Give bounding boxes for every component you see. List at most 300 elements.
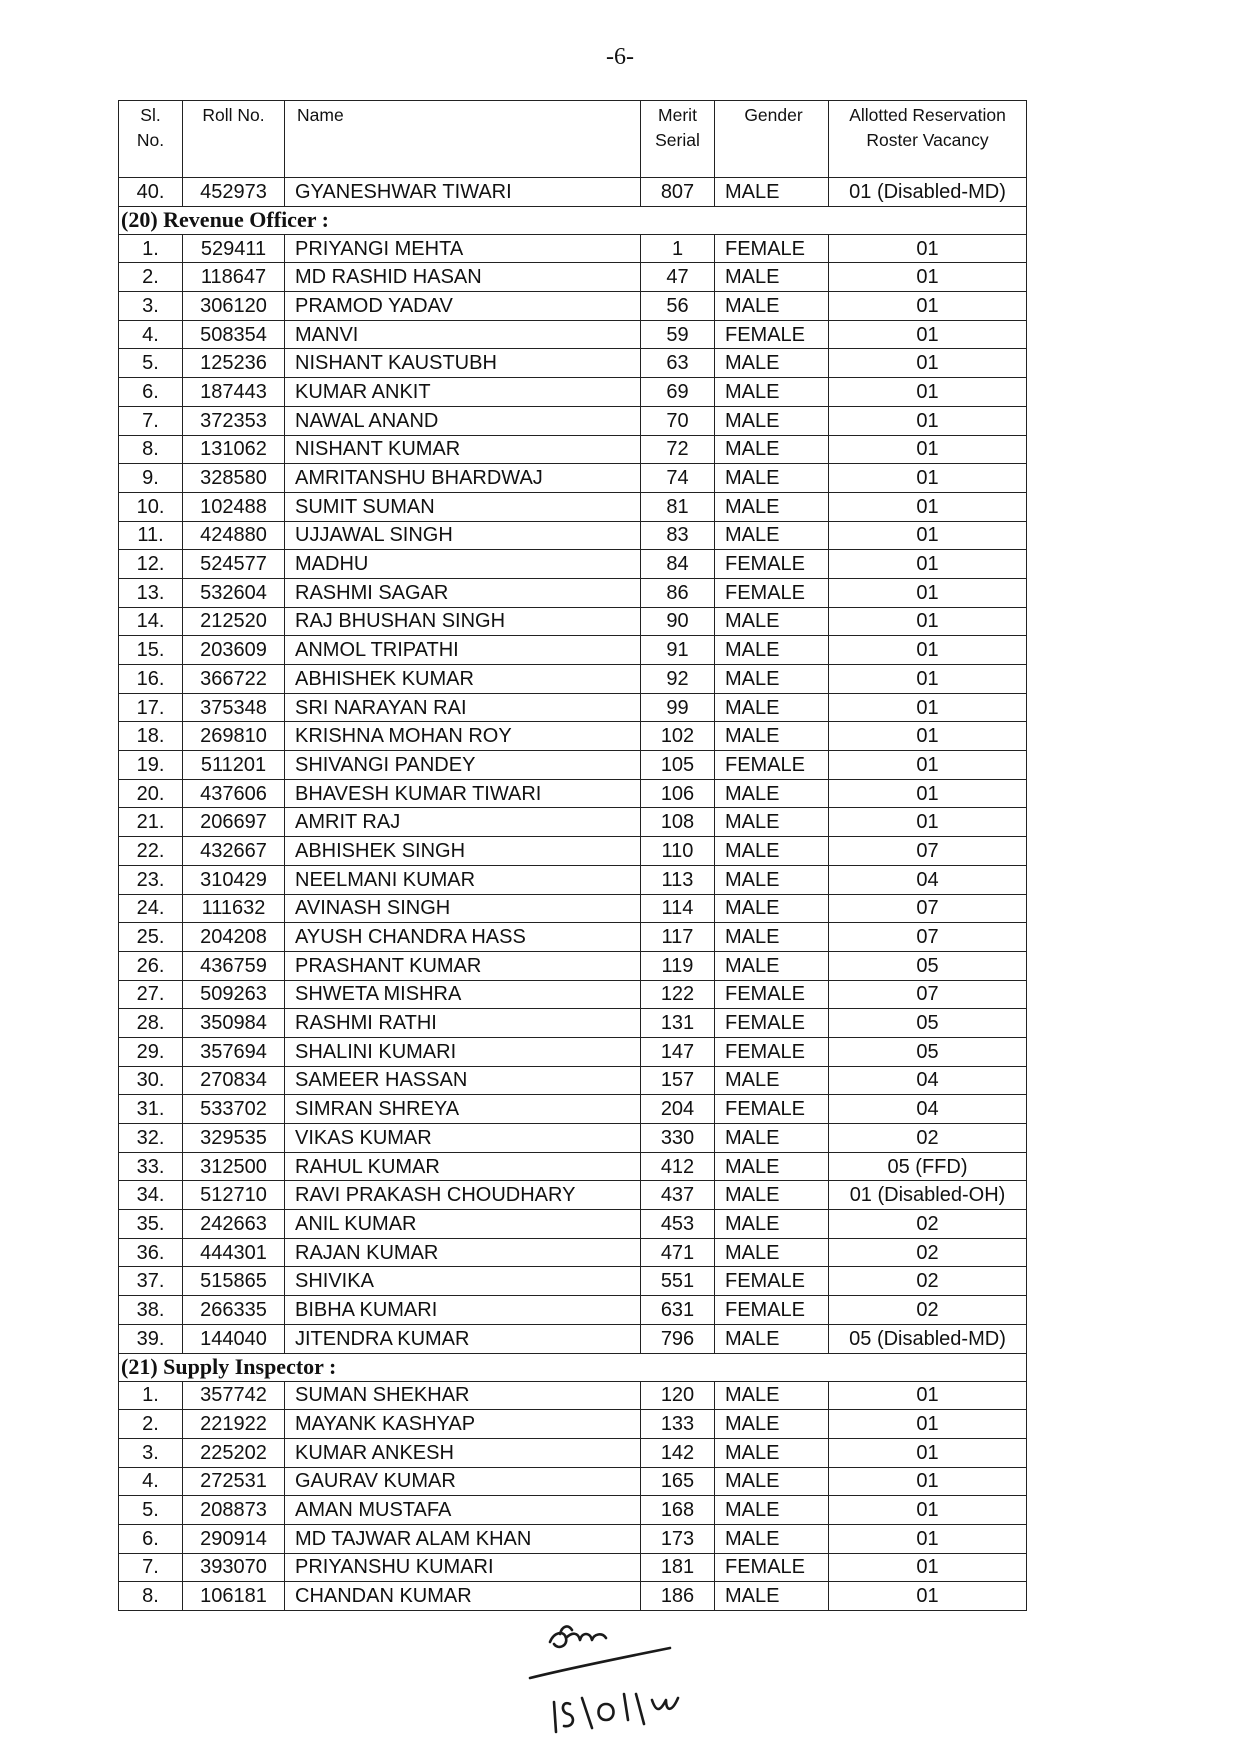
- cell-name: RAHUL KUMAR: [285, 1152, 641, 1181]
- cell-gender: MALE: [715, 923, 829, 952]
- allotment-table: [118, 100, 1027, 1611]
- cell-sl-no: 7.: [119, 406, 183, 435]
- table-row: [119, 234, 1027, 263]
- cell-sl-no: 4.: [119, 320, 183, 349]
- cell-merit-serial: 99: [641, 693, 715, 722]
- cell-roll-no: 144040: [183, 1324, 285, 1353]
- table-row: [119, 607, 1027, 636]
- cell-roster-vacancy: 01: [829, 665, 1027, 694]
- cell-roster-vacancy: 01 (Disabled-OH): [829, 1181, 1027, 1210]
- cell-roll-no: 532604: [183, 578, 285, 607]
- cell-roster-vacancy: 01: [829, 722, 1027, 751]
- table-row: [119, 1524, 1027, 1553]
- cell-gender: MALE: [715, 1410, 829, 1439]
- cell-gender: MALE: [715, 665, 829, 694]
- cell-roll-no: 225202: [183, 1438, 285, 1467]
- cell-merit-serial: 551: [641, 1267, 715, 1296]
- cell-roster-vacancy: 04: [829, 1066, 1027, 1095]
- cell-gender: MALE: [715, 1582, 829, 1611]
- table-row: [119, 1267, 1027, 1296]
- header-roll-no: Roll No.: [183, 101, 285, 178]
- cell-sl-no: 35.: [119, 1210, 183, 1239]
- cell-name: SUMAN SHEKHAR: [285, 1381, 641, 1410]
- cell-gender: MALE: [715, 378, 829, 407]
- cell-sl-no: 26.: [119, 951, 183, 980]
- cell-gender: MALE: [715, 1467, 829, 1496]
- cell-gender: MALE: [715, 464, 829, 493]
- table-row: [119, 1009, 1027, 1038]
- cell-name: SHIVIKA: [285, 1267, 641, 1296]
- cell-name: RASHMI SAGAR: [285, 578, 641, 607]
- cell-roster-vacancy: 07: [829, 894, 1027, 923]
- cell-roster-vacancy: 01: [829, 751, 1027, 780]
- table-row: [119, 865, 1027, 894]
- cell-sl-no: 25.: [119, 923, 183, 952]
- cell-name: NISHANT KAUSTUBH: [285, 349, 641, 378]
- cell-gender: MALE: [715, 1324, 829, 1353]
- cell-roll-no: 125236: [183, 349, 285, 378]
- cell-merit-serial: 56: [641, 292, 715, 321]
- cell-name: PRASHANT KUMAR: [285, 951, 641, 980]
- cell-roster-vacancy: 01: [829, 636, 1027, 665]
- table-row: [119, 1066, 1027, 1095]
- cell-merit-serial: 147: [641, 1037, 715, 1066]
- cell-roll-no: 366722: [183, 665, 285, 694]
- table-row: [119, 550, 1027, 579]
- cell-name: NISHANT KUMAR: [285, 435, 641, 464]
- cell-gender: MALE: [715, 492, 829, 521]
- cell-sl-no: 10.: [119, 492, 183, 521]
- cell-merit-serial: 86: [641, 578, 715, 607]
- table-row: [119, 1410, 1027, 1439]
- cell-roll-no: 357694: [183, 1037, 285, 1066]
- cell-name: KRISHNA MOHAN ROY: [285, 722, 641, 751]
- cell-merit-serial: 142: [641, 1438, 715, 1467]
- header-roster-vacancy: Allotted Reservation Roster Vacancy: [829, 101, 1027, 178]
- table-row: [119, 693, 1027, 722]
- cell-merit-serial: 106: [641, 779, 715, 808]
- cell-roster-vacancy: 02: [829, 1210, 1027, 1239]
- cell-merit-serial: 92: [641, 665, 715, 694]
- cell-roll-no: 208873: [183, 1496, 285, 1525]
- cell-sl-no: 6.: [119, 1524, 183, 1553]
- cell-name: AMRIT RAJ: [285, 808, 641, 837]
- cell-merit-serial: 181: [641, 1553, 715, 1582]
- table-row: [119, 464, 1027, 493]
- cell-sl-no: 37.: [119, 1267, 183, 1296]
- cell-name: MD RASHID HASAN: [285, 263, 641, 292]
- cell-roster-vacancy: 02: [829, 1296, 1027, 1325]
- table-row: [119, 263, 1027, 292]
- page-number: -6-: [606, 44, 634, 70]
- cell-merit-serial: 168: [641, 1496, 715, 1525]
- cell-roster-vacancy: 01: [829, 464, 1027, 493]
- cell-name: SRI NARAYAN RAI: [285, 693, 641, 722]
- cell-roster-vacancy: 04: [829, 865, 1027, 894]
- cell-roster-vacancy: 01: [829, 263, 1027, 292]
- cell-roll-no: 329535: [183, 1124, 285, 1153]
- table-row: [119, 636, 1027, 665]
- cell-roster-vacancy: 01: [829, 234, 1027, 263]
- cell-roster-vacancy: 07: [829, 980, 1027, 1009]
- cell-roster-vacancy: 01 (Disabled-MD): [829, 178, 1027, 207]
- cell-roster-vacancy: 07: [829, 837, 1027, 866]
- cell-roster-vacancy: 01: [829, 693, 1027, 722]
- handwritten-signature: [520, 1620, 690, 1740]
- cell-merit-serial: 110: [641, 837, 715, 866]
- cell-roll-no: 524577: [183, 550, 285, 579]
- table-row: [119, 1210, 1027, 1239]
- cell-merit-serial: 70: [641, 406, 715, 435]
- cell-sl-no: 36.: [119, 1238, 183, 1267]
- cell-roll-no: 529411: [183, 234, 285, 263]
- table-row: [119, 492, 1027, 521]
- cell-roster-vacancy: 01: [829, 435, 1027, 464]
- cell-roster-vacancy: 05 (FFD): [829, 1152, 1027, 1181]
- cell-sl-no: 2.: [119, 263, 183, 292]
- cell-name: MADHU: [285, 550, 641, 579]
- cell-gender: FEMALE: [715, 1095, 829, 1124]
- cell-name: MAYANK KASHYAP: [285, 1410, 641, 1439]
- cell-roll-no: 272531: [183, 1467, 285, 1496]
- table-row: [119, 378, 1027, 407]
- cell-sl-no: 28.: [119, 1009, 183, 1038]
- cell-roll-no: 515865: [183, 1267, 285, 1296]
- cell-sl-no: 20.: [119, 779, 183, 808]
- table-row: [119, 1467, 1027, 1496]
- cell-roster-vacancy: 01: [829, 1496, 1027, 1525]
- cell-name: BIBHA KUMARI: [285, 1296, 641, 1325]
- cell-sl-no: 16.: [119, 665, 183, 694]
- cell-roll-no: 203609: [183, 636, 285, 665]
- cell-roll-no: 111632: [183, 894, 285, 923]
- cell-gender: FEMALE: [715, 1267, 829, 1296]
- section-title: (20) Revenue Officer :: [119, 206, 1027, 234]
- header-name: Name: [285, 101, 641, 178]
- table-row: [119, 951, 1027, 980]
- cell-roll-no: 372353: [183, 406, 285, 435]
- cell-merit-serial: 108: [641, 808, 715, 837]
- cell-gender: MALE: [715, 779, 829, 808]
- table-row: [119, 837, 1027, 866]
- table-row: [119, 980, 1027, 1009]
- cell-sl-no: 33.: [119, 1152, 183, 1181]
- table-row: [119, 1181, 1027, 1210]
- cell-merit-serial: 83: [641, 521, 715, 550]
- cell-roll-no: 118647: [183, 263, 285, 292]
- table-row: [119, 292, 1027, 321]
- cell-merit-serial: 59: [641, 320, 715, 349]
- cell-roll-no: 350984: [183, 1009, 285, 1038]
- cell-gender: FEMALE: [715, 550, 829, 579]
- cell-roster-vacancy: 05: [829, 1037, 1027, 1066]
- cell-gender: FEMALE: [715, 751, 829, 780]
- cell-sl-no: 40.: [119, 178, 183, 207]
- cell-name: RAVI PRAKASH CHOUDHARY: [285, 1181, 641, 1210]
- cell-gender: MALE: [715, 1238, 829, 1267]
- cell-name: AMAN MUSTAFA: [285, 1496, 641, 1525]
- cell-roll-no: 266335: [183, 1296, 285, 1325]
- table-row: [119, 894, 1027, 923]
- table-row: [119, 521, 1027, 550]
- cell-roster-vacancy: 01: [829, 1553, 1027, 1582]
- cell-roll-no: 444301: [183, 1238, 285, 1267]
- header-sl-no: Sl. No.: [119, 101, 183, 178]
- section-title: (21) Supply Inspector :: [119, 1353, 1027, 1381]
- cell-gender: MALE: [715, 292, 829, 321]
- cell-roll-no: 512710: [183, 1181, 285, 1210]
- cell-gender: FEMALE: [715, 1553, 829, 1582]
- cell-name: ABHISHEK KUMAR: [285, 665, 641, 694]
- cell-merit-serial: 437: [641, 1181, 715, 1210]
- cell-name: CHANDAN KUMAR: [285, 1582, 641, 1611]
- cell-sl-no: 12.: [119, 550, 183, 579]
- cell-gender: MALE: [715, 349, 829, 378]
- cell-roll-no: 533702: [183, 1095, 285, 1124]
- cell-name: RASHMI RATHI: [285, 1009, 641, 1038]
- cell-roll-no: 509263: [183, 980, 285, 1009]
- cell-gender: FEMALE: [715, 234, 829, 263]
- cell-roster-vacancy: 01: [829, 292, 1027, 321]
- table-header-row: [119, 101, 1027, 178]
- cell-roll-no: 221922: [183, 1410, 285, 1439]
- cell-sl-no: 22.: [119, 837, 183, 866]
- table-row: [119, 178, 1027, 207]
- table-row: [119, 406, 1027, 435]
- cell-sl-no: 11.: [119, 521, 183, 550]
- cell-merit-serial: 114: [641, 894, 715, 923]
- cell-roll-no: 357742: [183, 1381, 285, 1410]
- cell-merit-serial: 453: [641, 1210, 715, 1239]
- cell-sl-no: 8.: [119, 435, 183, 464]
- cell-sl-no: 9.: [119, 464, 183, 493]
- cell-name: AVINASH SINGH: [285, 894, 641, 923]
- cell-name: UJJAWAL SINGH: [285, 521, 641, 550]
- cell-gender: FEMALE: [715, 980, 829, 1009]
- table-row: [119, 751, 1027, 780]
- cell-roster-vacancy: 01: [829, 578, 1027, 607]
- cell-sl-no: 6.: [119, 378, 183, 407]
- cell-gender: MALE: [715, 607, 829, 636]
- cell-roster-vacancy: 01: [829, 1524, 1027, 1553]
- cell-gender: MALE: [715, 1210, 829, 1239]
- cell-name: SHWETA MISHRA: [285, 980, 641, 1009]
- cell-roster-vacancy: 07: [829, 923, 1027, 952]
- cell-merit-serial: 84: [641, 550, 715, 579]
- cell-name: ABHISHEK SINGH: [285, 837, 641, 866]
- cell-roll-no: 511201: [183, 751, 285, 780]
- cell-merit-serial: 186: [641, 1582, 715, 1611]
- cell-sl-no: 32.: [119, 1124, 183, 1153]
- cell-name: PRIYANSHU KUMARI: [285, 1553, 641, 1582]
- cell-roll-no: 310429: [183, 865, 285, 894]
- table-row: [119, 1381, 1027, 1410]
- cell-merit-serial: 47: [641, 263, 715, 292]
- cell-name: GAURAV KUMAR: [285, 1467, 641, 1496]
- table-row: [119, 435, 1027, 464]
- cell-gender: MALE: [715, 1152, 829, 1181]
- cell-sl-no: 5.: [119, 349, 183, 378]
- table-row: [119, 1238, 1027, 1267]
- cell-roll-no: 269810: [183, 722, 285, 751]
- cell-sl-no: 1.: [119, 1381, 183, 1410]
- cell-roll-no: 204208: [183, 923, 285, 952]
- cell-merit-serial: 90: [641, 607, 715, 636]
- cell-sl-no: 34.: [119, 1181, 183, 1210]
- cell-roll-no: 436759: [183, 951, 285, 980]
- cell-gender: MALE: [715, 722, 829, 751]
- cell-sl-no: 21.: [119, 808, 183, 837]
- cell-merit-serial: 173: [641, 1524, 715, 1553]
- cell-roll-no: 508354: [183, 320, 285, 349]
- cell-roster-vacancy: 01: [829, 492, 1027, 521]
- cell-merit-serial: 72: [641, 435, 715, 464]
- cell-gender: MALE: [715, 263, 829, 292]
- cell-gender: MALE: [715, 636, 829, 665]
- cell-sl-no: 2.: [119, 1410, 183, 1439]
- cell-merit-serial: 91: [641, 636, 715, 665]
- cell-sl-no: 1.: [119, 234, 183, 263]
- cell-sl-no: 3.: [119, 1438, 183, 1467]
- cell-name: SIMRAN SHREYA: [285, 1095, 641, 1124]
- cell-name: NAWAL ANAND: [285, 406, 641, 435]
- cell-roll-no: 290914: [183, 1524, 285, 1553]
- cell-roll-no: 452973: [183, 178, 285, 207]
- cell-gender: MALE: [715, 521, 829, 550]
- cell-merit-serial: 631: [641, 1296, 715, 1325]
- cell-gender: MALE: [715, 1438, 829, 1467]
- cell-roll-no: 206697: [183, 808, 285, 837]
- cell-merit-serial: 74: [641, 464, 715, 493]
- cell-name: KUMAR ANKESH: [285, 1438, 641, 1467]
- table-body: [119, 178, 1027, 1611]
- cell-sl-no: 15.: [119, 636, 183, 665]
- cell-roster-vacancy: 01: [829, 1582, 1027, 1611]
- cell-roster-vacancy: 01: [829, 1438, 1027, 1467]
- cell-name: AMRITANSHU BHARDWAJ: [285, 464, 641, 493]
- cell-name: JITENDRA KUMAR: [285, 1324, 641, 1353]
- cell-gender: FEMALE: [715, 1009, 829, 1038]
- cell-roster-vacancy: 01: [829, 349, 1027, 378]
- cell-merit-serial: 157: [641, 1066, 715, 1095]
- cell-merit-serial: 204: [641, 1095, 715, 1124]
- cell-sl-no: 13.: [119, 578, 183, 607]
- cell-roster-vacancy: 01: [829, 320, 1027, 349]
- cell-name: RAJAN KUMAR: [285, 1238, 641, 1267]
- cell-name: BHAVESH KUMAR TIWARI: [285, 779, 641, 808]
- cell-gender: MALE: [715, 1181, 829, 1210]
- cell-roll-no: 375348: [183, 693, 285, 722]
- header-gender: Gender: [715, 101, 829, 178]
- cell-roster-vacancy: 05 (Disabled-MD): [829, 1324, 1027, 1353]
- table-row: [119, 1582, 1027, 1611]
- cell-roll-no: 437606: [183, 779, 285, 808]
- cell-name: KUMAR ANKIT: [285, 378, 641, 407]
- cell-gender: FEMALE: [715, 320, 829, 349]
- cell-name: SHALINI KUMARI: [285, 1037, 641, 1066]
- cell-name: ANIL KUMAR: [285, 1210, 641, 1239]
- cell-merit-serial: 69: [641, 378, 715, 407]
- cell-gender: MALE: [715, 693, 829, 722]
- cell-roster-vacancy: 01: [829, 607, 1027, 636]
- cell-roster-vacancy: 02: [829, 1238, 1027, 1267]
- cell-sl-no: 3.: [119, 292, 183, 321]
- table-row: [119, 1438, 1027, 1467]
- cell-gender: MALE: [715, 865, 829, 894]
- cell-roster-vacancy: 02: [829, 1267, 1027, 1296]
- cell-name: PRAMOD YADAV: [285, 292, 641, 321]
- cell-roll-no: 306120: [183, 292, 285, 321]
- cell-roster-vacancy: 05: [829, 1009, 1027, 1038]
- cell-roster-vacancy: 01: [829, 1467, 1027, 1496]
- cell-gender: MALE: [715, 808, 829, 837]
- cell-roll-no: 131062: [183, 435, 285, 464]
- table-row: [119, 923, 1027, 952]
- cell-roll-no: 432667: [183, 837, 285, 866]
- cell-name: SUMIT SUMAN: [285, 492, 641, 521]
- cell-roster-vacancy: 04: [829, 1095, 1027, 1124]
- section-heading-row: [119, 206, 1027, 234]
- cell-gender: FEMALE: [715, 1296, 829, 1325]
- cell-sl-no: 8.: [119, 1582, 183, 1611]
- cell-name: RAJ BHUSHAN SINGH: [285, 607, 641, 636]
- cell-sl-no: 29.: [119, 1037, 183, 1066]
- cell-merit-serial: 102: [641, 722, 715, 751]
- cell-gender: MALE: [715, 1066, 829, 1095]
- cell-roll-no: 187443: [183, 378, 285, 407]
- cell-gender: MALE: [715, 178, 829, 207]
- cell-name: ANMOL TRIPATHI: [285, 636, 641, 665]
- cell-sl-no: 23.: [119, 865, 183, 894]
- cell-merit-serial: 119: [641, 951, 715, 980]
- cell-roster-vacancy: 01: [829, 378, 1027, 407]
- cell-sl-no: 27.: [119, 980, 183, 1009]
- cell-roll-no: 312500: [183, 1152, 285, 1181]
- cell-name: MANVI: [285, 320, 641, 349]
- cell-merit-serial: 471: [641, 1238, 715, 1267]
- cell-sl-no: 5.: [119, 1496, 183, 1525]
- cell-roll-no: 242663: [183, 1210, 285, 1239]
- cell-roster-vacancy: 01: [829, 521, 1027, 550]
- cell-roll-no: 328580: [183, 464, 285, 493]
- cell-merit-serial: 63: [641, 349, 715, 378]
- cell-merit-serial: 1: [641, 234, 715, 263]
- cell-sl-no: 17.: [119, 693, 183, 722]
- cell-merit-serial: 131: [641, 1009, 715, 1038]
- cell-merit-serial: 113: [641, 865, 715, 894]
- table-row: [119, 1152, 1027, 1181]
- cell-name: AYUSH CHANDRA HASS: [285, 923, 641, 952]
- cell-merit-serial: 330: [641, 1124, 715, 1153]
- table-row: [119, 665, 1027, 694]
- cell-merit-serial: 133: [641, 1410, 715, 1439]
- cell-sl-no: 31.: [119, 1095, 183, 1124]
- cell-name: MD TAJWAR ALAM KHAN: [285, 1524, 641, 1553]
- cell-roster-vacancy: 01: [829, 550, 1027, 579]
- cell-sl-no: 39.: [119, 1324, 183, 1353]
- table-row: [119, 349, 1027, 378]
- cell-merit-serial: 81: [641, 492, 715, 521]
- cell-roll-no: 212520: [183, 607, 285, 636]
- cell-gender: FEMALE: [715, 578, 829, 607]
- table-row: [119, 1496, 1027, 1525]
- table-row: [119, 1037, 1027, 1066]
- cell-name: NEELMANI KUMAR: [285, 865, 641, 894]
- cell-sl-no: 7.: [119, 1553, 183, 1582]
- cell-roll-no: 102488: [183, 492, 285, 521]
- cell-roll-no: 106181: [183, 1582, 285, 1611]
- header-merit-serial: Merit Serial: [641, 101, 715, 178]
